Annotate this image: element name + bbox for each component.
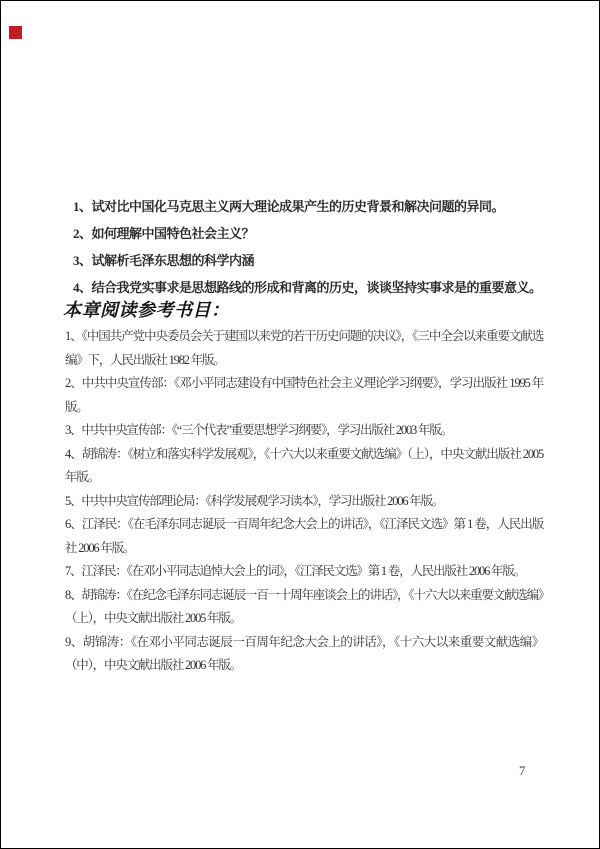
question-item: 3、试解析毛泽东思想的科学内涵	[73, 253, 255, 268]
reference-item: 2、中共中央宣传部：《邓小平同志建设有中国特色社会主义理论学习纲要》，学习出版社 1995 年版。	[65, 376, 543, 414]
reference-item: 6、江泽民：《在毛泽东同志诞辰一百周年纪念大会上的讲话》，《江泽民文选》第 1 卷，人民出版社 2006 年版。	[65, 517, 543, 555]
reference-item: 7、江泽民：《在邓小平同志追悼大会上的词》，《江泽民文选》第 1 卷，人民出版社 2006 年版。	[65, 564, 525, 578]
reference-item: 8、胡锦涛：《在纪念毛泽东同志诞辰一百一十周年座谈会上的讲话》，《十六大以来重要文献选编》（上），中央文献出版社 2005 年版。	[65, 587, 543, 625]
reference-list-section	[65, 325, 543, 678]
reference-item: 4、胡锦涛：《树立和落实科学发展观》，《十六大以来重要文献选编》（上），中央文献出版社 2005 年版。	[65, 446, 543, 484]
reference-item: 1、《中国共产党中央委员会关于建国以来党的若干历史问题的决议》，《三中全会以来重要文献选编》下，人民出版社 1982 年版。	[65, 329, 543, 367]
reference-item: 9、胡锦涛：《在邓小平同志诞辰一百周年纪念大会上的讲话》，《十六大以来重要文献选编》（中），中央文献出版社 2006 年版。	[65, 634, 543, 672]
question-item: 4、结合我党实事求是思想路线的形成和背离的历史，谈谈坚持实事求是的重要意义。	[73, 280, 542, 295]
reference-item: 3、中共中央宣传部：《“三个代表”重要思想学习纲要》，学习出版社 2003 年版。	[65, 423, 452, 437]
question-item: 1、试对比中国化马克思主义两大理论成果产生的历史背景和解决问题的异同。	[73, 199, 505, 214]
red-corner-marker	[9, 26, 22, 39]
section-heading: 本章阅读参考书目：	[63, 300, 230, 320]
reference-item: 5、中共中央宣传部理论局：《科学发展观学习读本》，学习出版社 2006 年版。	[65, 493, 444, 508]
review-questions-section	[73, 193, 543, 301]
question-item: 2、如何理解中国特色社会主义？	[73, 226, 255, 241]
page-number: 7	[519, 764, 526, 778]
